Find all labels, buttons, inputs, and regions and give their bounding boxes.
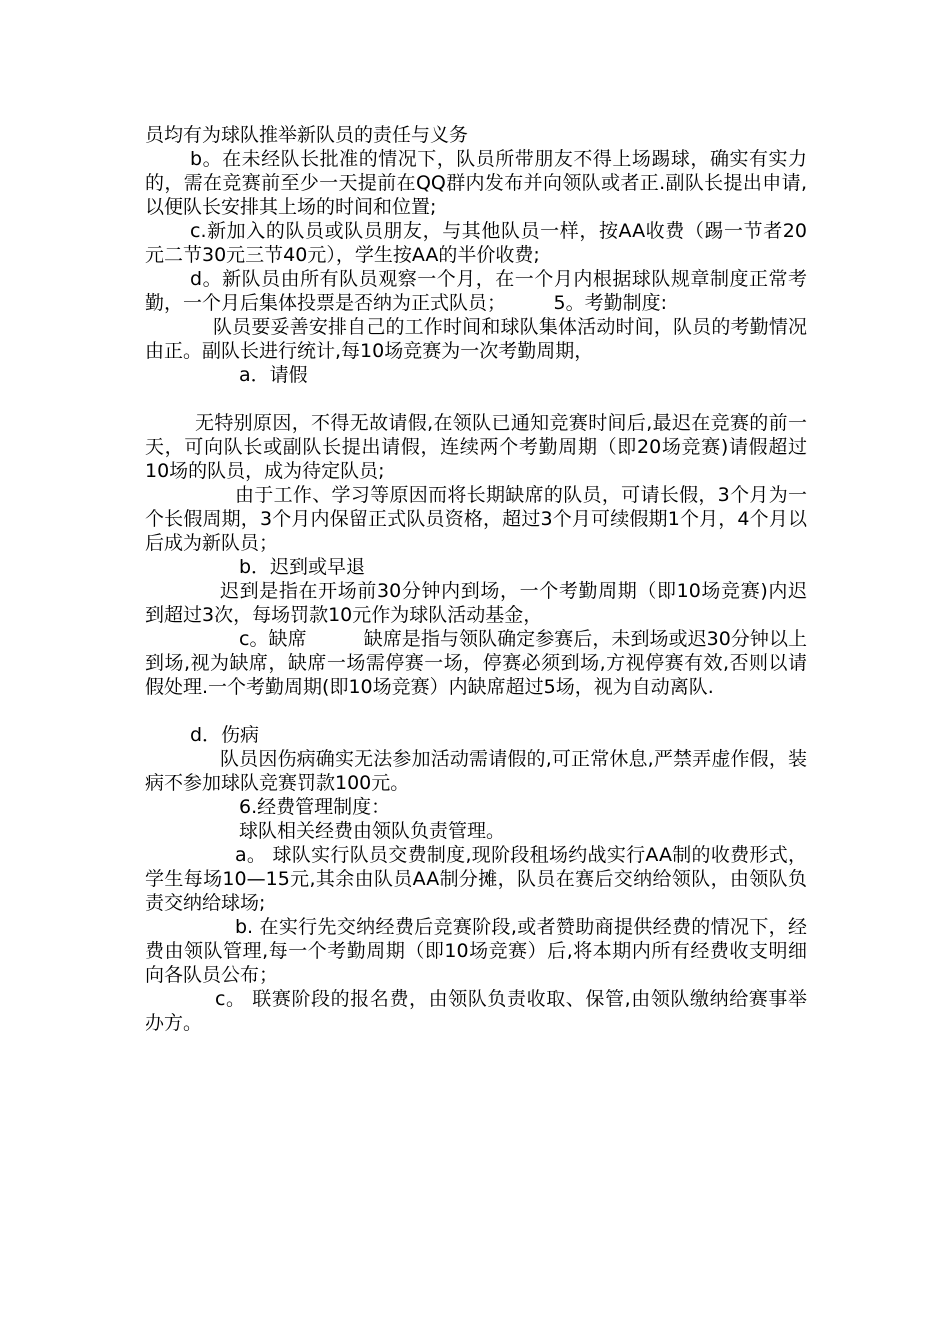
blank-line — [145, 387, 807, 411]
paragraph-d-new-members: d。新队员由所有队员观察一个月，在一个月内根据球队规章制度正常考勤，一个月后集体投票是否纳为正式队员； 5。考勤制度: — [145, 268, 807, 314]
paragraph-c-fees: c.新加入的队员或队员朋友，与其他队员一样，按AA收费（踢一节者20元二节30元三节40元），学生按AA的半价收费; — [145, 220, 807, 266]
paragraph-funds-intro: 球队相关经费由领队负责管理。 — [239, 820, 506, 842]
paragraph-funds-b: b. 在实行先交纳经费后竞赛阶段,或者赞助商提供经费的情况下，经费由领队管理,每一个考勤周期（即10场竞赛）后,将本期内所有经费收支明细向各队员公布； — [145, 916, 807, 986]
paragraph-late-rules: 迟到是指在开场前30分钟内到场，一个考勤周期（即10场竞赛)内迟到超过3次，每场罚款10元作为球队活动基金， — [145, 580, 807, 626]
heading-d-injury: d．伤病 — [190, 724, 260, 746]
paragraph-leave-rules: 无特别原因，不得无故请假,在领队已通知竞赛时间后,最迟在竞赛的前一天，可向队长或副队长提出请假，连续两个考勤周期（即20场竞赛)请假超过10场的队员，成为待定队员; — [145, 412, 807, 482]
heading-b-late: b．迟到或早退 — [239, 556, 366, 578]
paragraph-long-leave: 由于工作、学习等原因而将长期缺席的队员，可请长假，3个月为一个长假周期，3个月内保留正式队员资格，超过3个月可续假期1个月，4个月以后成为新队员； — [145, 484, 807, 554]
heading-a-leave: a．请假 — [239, 364, 308, 386]
paragraph-attendance-intro: 队员要妥善安排自己的工作时间和球队集体活动时间，队员的考勤情况由正。副队长进行统计,每10场竞赛为一次考勤周期， — [145, 316, 807, 362]
paragraph-c-absence: c。缺席 缺席是指与领队确定参赛后，未到场或迟30分钟以上到场,视为缺席，缺席一场需停赛一场，停赛必须到场,方视停赛有效,否则以请假处理.一个考勤周期(即10场竞赛）内缺席超过5场，视为自动离队. — [145, 628, 807, 698]
document-page — [145, 123, 807, 1035]
paragraph-injury-rules: 队员因伤病确实无法参加活动需请假的,可正常休息,严禁弄虚作假，装病不参加球队竞赛罚款100元。 — [145, 748, 807, 794]
paragraph-b-friends: b。在未经队长批准的情况下，队员所带朋友不得上场踢球，确实有实力的，需在竞赛前至少一天提前在QQ群内发布并向领队或者正.副队长提出申请,以便队长安排其上场的时间和位置; — [145, 148, 807, 218]
paragraph-funds-a: a。 球队实行队员交费制度,现阶段租场约战实行AA制的收费形式，学生每场10—15元,其余由队员AA制分摊，队员在赛后交纳给领队，由领队负责交纳给球场; — [145, 844, 807, 914]
paragraph-funds-c: c。 联赛阶段的报名费，由领队负责收取、保管,由领队缴纳给赛事举办方。 — [145, 988, 807, 1034]
paragraph-recommend-duty: 员均有为球队推举新队员的责任与义务 — [145, 124, 469, 146]
heading-funds: 6.经费管理制度： — [239, 796, 391, 818]
blank-line — [145, 699, 807, 723]
